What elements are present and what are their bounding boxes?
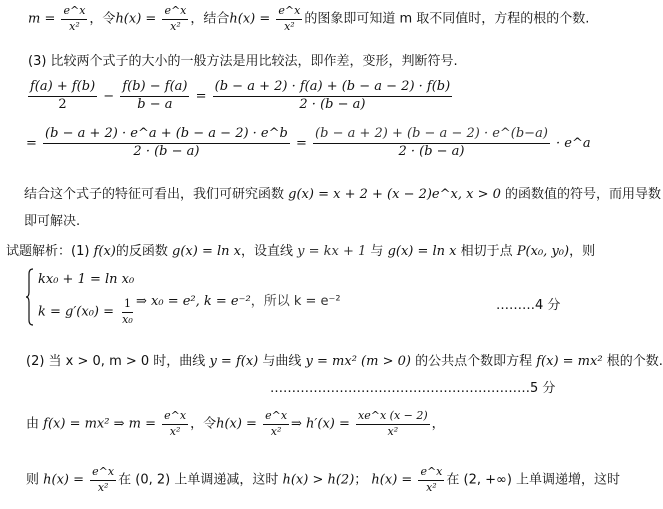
equation-2: = $\frac{(b - a + 2) \cdot e\^{}a + (b - a - 2) \cdot e\^{}b}{2 \cdot (b - a)}$ = $\frac{(b - a + 2) + (b - a - 2) \cdot e\^{}(b-a)}{2 \cdot (b - a)}$ · e^a [26, 126, 591, 159]
text: h(x) = [229, 11, 275, 27]
system-row-2: k = g′(x₀) = $\frac{1}{\text{x₀}}$ [38, 297, 133, 326]
fraction: $\frac{e\^{}x}{\text{x²}}$ [164, 4, 187, 33]
line-13: 则 h(x) = $\frac{e\^{}x}{\text{x²}}$ 在 (0, 2) 上单调递减，这时 h(x) > h(2)； h(x) = $\frac{e\^{}x}{\text{x²}}$ 在 (2, +∞) 上单调递增，这时 [26, 465, 621, 494]
equation-system [26, 268, 626, 332]
line-2: (3) 比较两个式子的大小的一般方法是用比较法，即作差，变形，判断符号. [28, 54, 458, 69]
equation-1: $\frac{f(a) + f(b)}{2}$ − $\frac{f(b) - f(a)}{b - a}$ = $\frac{(b - a + 2) \cdot f(a) + (b - a - 2) \cdot f(b)}{2 \cdot (b - a)}$ [30, 79, 451, 112]
text: · e^a [556, 135, 591, 151]
text: m = [28, 11, 60, 27]
fraction: $\frac{f(b) - f(a)}{b - a}$ [122, 79, 188, 112]
fraction: $\frac{e\^{}x}{\text{x²}}$ [278, 4, 301, 33]
fraction: $\frac{xe\^{}x (x - 2)}{\text{x²}}$ [358, 409, 428, 438]
text: ，令 [89, 11, 116, 27]
fraction: $\frac{(b - a + 2) \cdot e\^{}a + (b - a - 2) \cdot e\^{}b}{2 \cdot (b - a)}$ [45, 126, 288, 159]
system-row-1: kx₀ + 1 = ln x₀ [38, 272, 135, 287]
line-5: 结合这个式子的特征可看出，我们可研究函数 g(x) = x + 2 + (x − 2)e^x, x > 0 的函数值的符号，而用导数 [24, 187, 662, 202]
score-5: ……………………………………………………5 分 [270, 381, 556, 396]
line-1 [28, 5, 589, 33]
system-result: ⇒ x₀ = e², k = e⁻²，所以 k = e⁻² [136, 294, 341, 309]
fraction: $\frac{(b - a + 2) + (b - a - 2) \cdot e\^{}(b-a)}{2 \cdot (b - a)}$ [315, 126, 548, 159]
fraction: $\frac{e\^{}x}{\text{x²}}$ [164, 409, 187, 438]
line-7: 试题解析：(1) f(x)的反函数 g(x) = ln x，设直线 y = kx + 1 与 g(x) = ln x 相切于点 P(x₀, y₀)，则 [6, 244, 596, 259]
left-brace [26, 268, 34, 326]
score-4: ………4 分 [496, 298, 561, 313]
fraction: $\frac{f(a) + f(b)}{2}$ [30, 79, 96, 112]
fraction: $\frac{1}{\text{x₀}}$ [122, 297, 133, 326]
fraction: $\frac{e\^{}x}{\text{x²}}$ [92, 465, 115, 494]
fraction: $\frac{e\^{}x}{\text{x²}}$ [265, 409, 288, 438]
line-10: (2) 当 x > 0, m > 0 时，曲线 y = f(x) 与曲线 y = mx² (m > 0) 的公共点个数即方程 f(x) = mx² 根的个数. [26, 354, 663, 369]
fraction: $\frac{(b - a + 2) \cdot f(a) + (b - a - 2) \cdot f(b)}{2 \cdot (b - a)}$ [214, 79, 451, 112]
text: ，结合 [190, 11, 230, 27]
line-12: 由 f(x) = mx² ⇒ m = $\frac{e\^{}x}{\text{x²}}$ ，令h(x) = $\frac{e\^{}x}{\text{x²}}$ ⇒ h′(x) = $\frac{xe\^{}x (x - 2)}{\text{x²}}$ ， [26, 409, 445, 438]
text: 的图象即可知道 m 取不同值时，方程的根的个数. [304, 11, 590, 27]
text: h(x) = [115, 11, 161, 27]
fraction: $\frac{e\^{}x}{\text{x²}}$ [63, 4, 86, 33]
fraction: $\frac{e\^{}x}{\text{x²}}$ [420, 465, 443, 494]
line-6: 即可解决. [24, 214, 81, 229]
